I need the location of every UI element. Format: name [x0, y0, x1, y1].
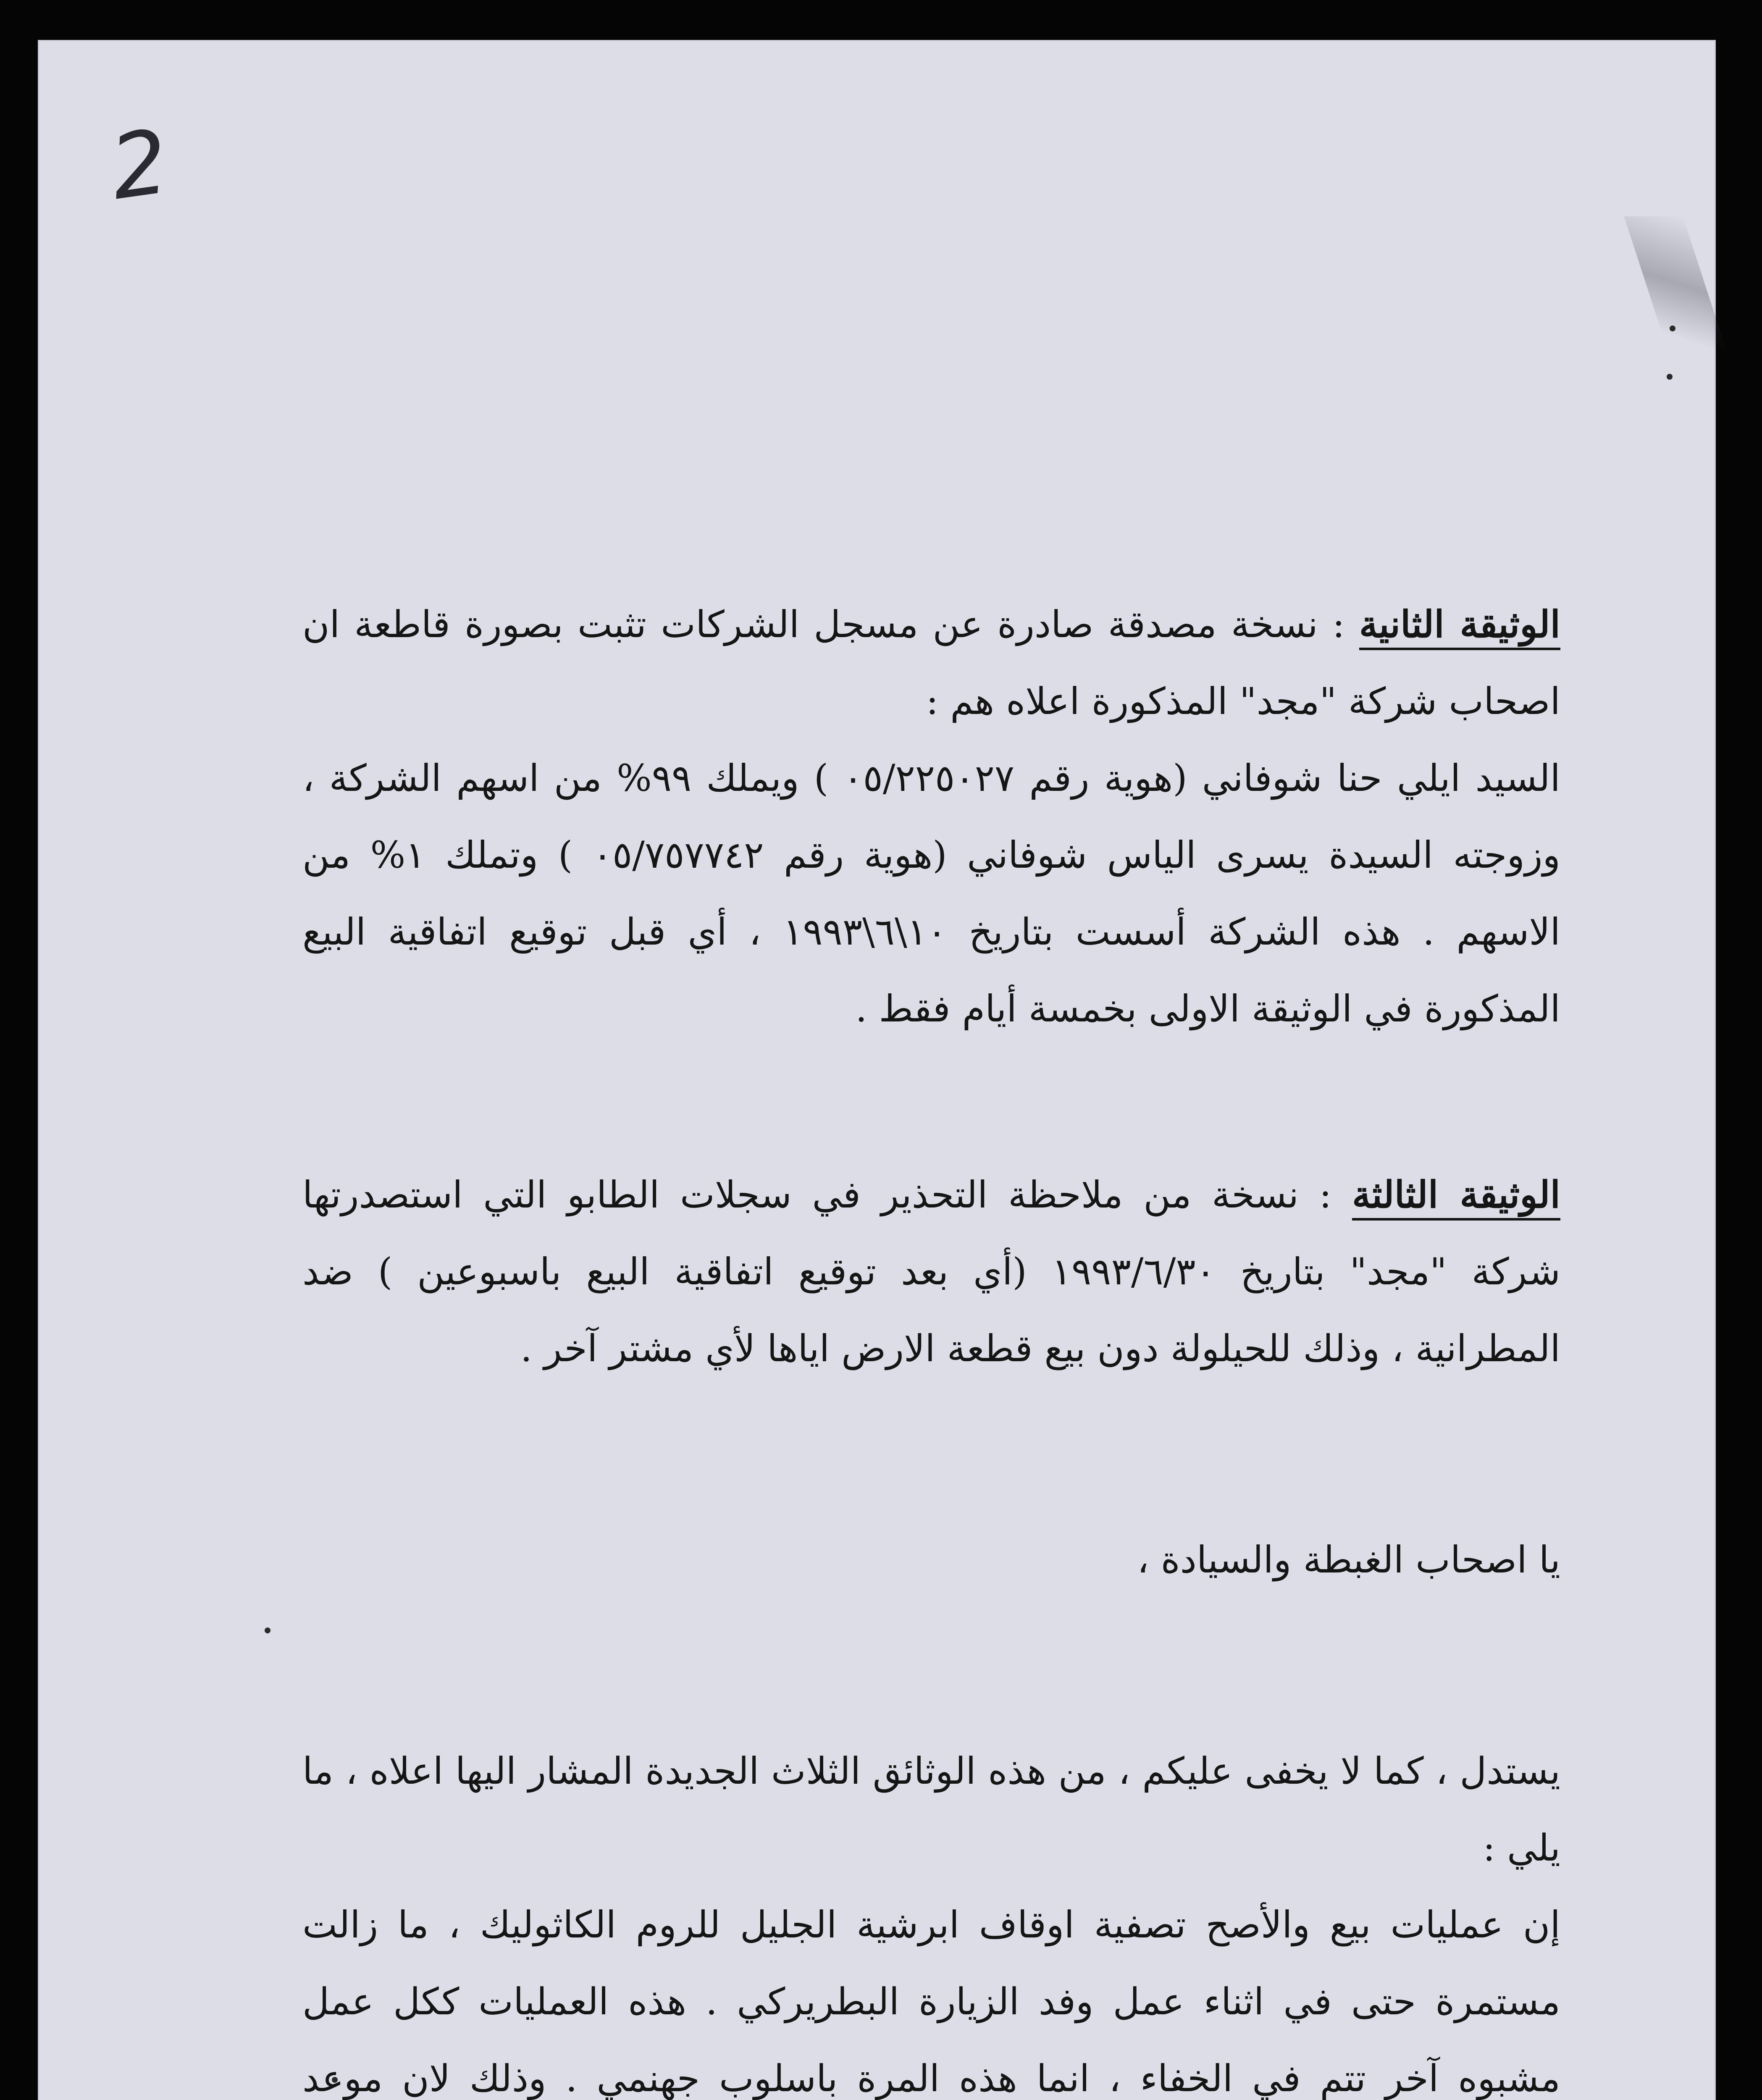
document-two-text: : نسخة مصدقة صادرة عن مسجل الشركات تثبت بصورة قاطعة ان اصحاب شركة "مجد" المذكورة اعلاه هم :: [302, 603, 1560, 723]
conclusion-body: إن عمليات بيع والأصح تصفية اوقاف ابرشية الجليل للروم الكاثوليك ، ما زالت مستمرة حتى في اثناء عمل وفد الزيارة البطريركي . هذه العمليات ككل عمل مشبوه آخر تتم في الخفاء ، انما هذه المرة باسلوب جهنمي . وذلك لان موعد: [302, 1903, 1560, 2100]
handwritten-page-number: 2: [104, 110, 175, 220]
document-two-heading: الوثيقة الثانية: [1359, 602, 1560, 650]
document-two-owners-paragraph: السيد ايلي حنا شوفاني (هوية رقم ٠٥/٢٢٥٠٢٧ ) ويملك ٩٩% من اسهم الشركة ، وزوجته السيدة يسرى الياس شوفاني (هوية رقم ٠٥/٧٥٧٧٤٢ ) وتملك ١% من الاسهم . هذه الشركة أسست بتاريخ ١٠\٦\١٩٩٣ ، أي قبل توقيع اتفاقية البيع المذكورة في الوثيقة الاولى بخمسة أيام فقط .: [302, 756, 1560, 1030]
paragraph-gap: [302, 1047, 1560, 1156]
paper-speck: [1667, 374, 1673, 380]
salutation: يا اصحاب الغبطة والسيادة ،: [1137, 1538, 1560, 1581]
document-three-paragraph: [302, 1156, 1560, 1387]
document-three-text: : نسخة من ملاحظة التحذير في سجلات الطابو التي استصدرتها شركة "مجد" بتاريخ ١٩٩٣/٦/٣٠ (أي بعد توقيع اتفاقية البيع باسبوعين ) ضد المطرانية ، وذلك للحيلولة دون بيع قطعة الارض اياها لأي مشتر آخر .: [302, 1173, 1560, 1370]
paper-speck: [1670, 326, 1675, 331]
paragraph-gap: [302, 1387, 1560, 1521]
paper-speck: [265, 1628, 270, 1633]
paragraph-gap: [302, 1598, 1560, 1732]
letter-body: [302, 586, 1560, 2100]
paper-fold-shadow: [1624, 216, 1732, 368]
document-two-paragraph: [302, 586, 1560, 740]
document-three-heading: الوثيقة الثالثة: [1352, 1173, 1560, 1221]
conclusion-intro: يستدل ، كما لا يخفى عليكم ، من هذه الوثائق الثلاث الجديدة المشار اليها اعلاه ، ما يلي :: [302, 1749, 1560, 1869]
